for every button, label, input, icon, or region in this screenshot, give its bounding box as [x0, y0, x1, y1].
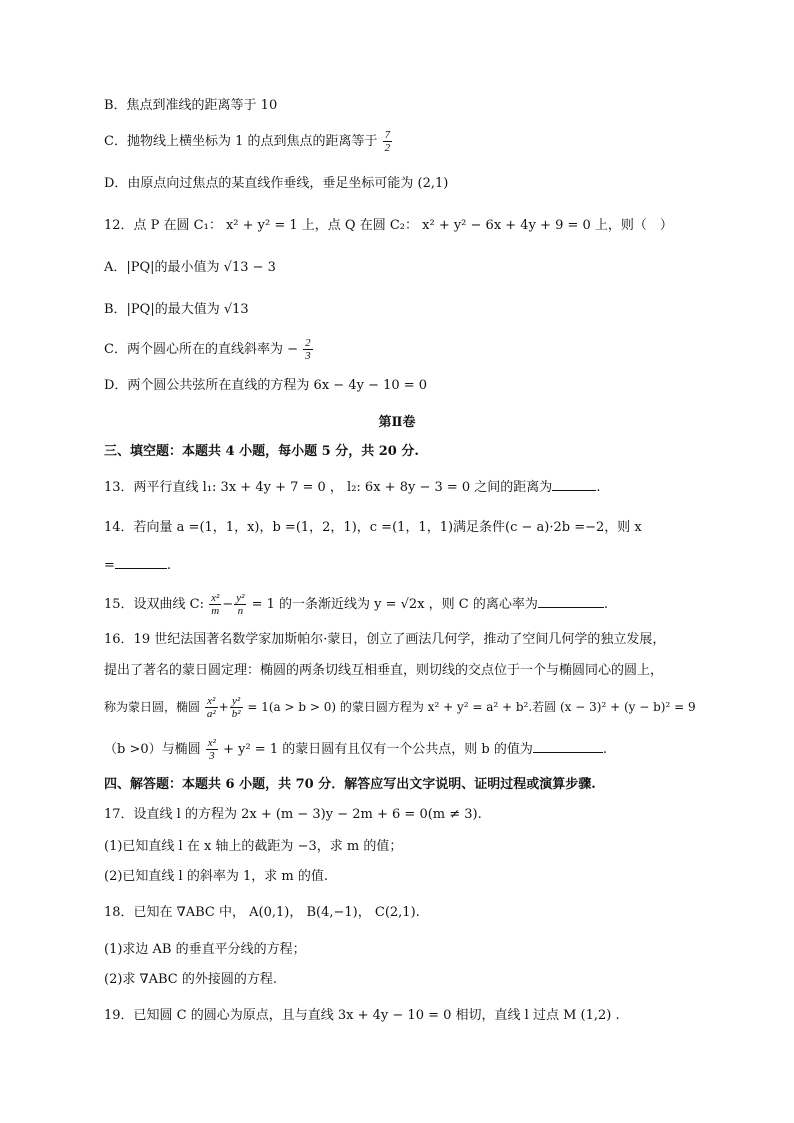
fraction-num: x²: [211, 592, 220, 604]
q12-option-c-text: C．两个圆心所在的直线斜率为 −: [104, 342, 298, 357]
minus-sign: −: [222, 597, 234, 612]
fraction: [303, 337, 313, 362]
q17-part2: (2)已知直线 l 的斜率为 1，求 m 的值.: [104, 869, 328, 884]
fraction: [234, 592, 246, 617]
fraction-den: b²: [231, 708, 241, 720]
q15-text-mid: = 1 的一条渐近线为 y = √2x ，则 C 的离心率为: [251, 597, 538, 612]
answer-blank: [538, 595, 604, 608]
q12-option-b: B．|PQ|的最大值为 √13: [104, 302, 249, 317]
section-title-solutions: 四、解答题：本题共 6 小题，共 70 分．解答应写出文字说明、证明过程或演算步骤.: [104, 777, 596, 792]
answer-blank: [533, 740, 603, 753]
q11-option-c-text: C．抛物线上横坐标为 1 的点到焦点的距离等于: [104, 134, 378, 149]
fraction-num: x²: [205, 695, 218, 708]
q16-line2: 提出了著名的蒙日圆定理：椭圆的两条切线互相垂直，则切线的交点位于一个与椭圆同心的圆上，: [104, 663, 664, 678]
fraction-num: x²: [207, 737, 216, 749]
fraction-den: a²: [206, 708, 216, 720]
answer-blank: [552, 478, 596, 491]
fraction-den: 3: [305, 350, 311, 362]
fraction-den: m: [211, 605, 220, 617]
section-title-fill-in: 三、填空题：本题共 4 小题，每小题 5 分，共 20 分.: [104, 444, 419, 459]
plus-sign: +: [218, 700, 229, 714]
q18-part1: (1)求边 AB 的垂直平分线的方程；: [104, 942, 306, 957]
fraction-num: 7: [384, 129, 391, 141]
q16-line3: [104, 695, 696, 720]
q16-text: （b >0）与椭圆: [104, 742, 201, 757]
q11-option-d: D．由原点向过焦点的某直线作垂线，垂足坐标可能为 (2,1): [104, 176, 449, 191]
q13-text: 13．两平行直线 l₁: 3x + 4y + 7 = 0 ， l₂: 6x + 8y − 3 = 0 之间的距离为: [104, 480, 553, 495]
q16-end: .: [602, 742, 607, 757]
q11-option-c: [104, 129, 393, 154]
answer-blank: [115, 556, 167, 569]
part-title: 第Ⅱ卷: [378, 415, 416, 430]
fraction: [209, 592, 221, 617]
q12-stem: 12．点 P 在圆 C₁： x² + y² = 1 上，点 Q 在圆 C₂： x² + y² − 6x + 4y + 9 = 0 上，则（ ）: [104, 218, 673, 233]
fraction: [205, 695, 218, 720]
q13-end: .: [596, 480, 601, 495]
q16-line1: 16．19 世纪法国著名数学家加斯帕尔·蒙日，创立了画法几何学，推动了空间几何学的独立发展，: [104, 632, 666, 647]
q17-stem: 17．设直线 l 的方程为 2x + (m − 3)y − 2m + 6 = 0(m ≠ 3).: [104, 807, 482, 822]
fraction: [383, 129, 393, 154]
q15: [104, 592, 608, 617]
q14-line2: [104, 556, 171, 574]
fraction: [230, 695, 243, 720]
q15-end: .: [603, 597, 609, 612]
fraction: [206, 737, 218, 762]
q12-option-d: D．两个圆公共弦所在直线的方程为 6x − 4y − 10 = 0: [104, 378, 428, 393]
q14-eq: =: [104, 558, 115, 573]
q18-part2: (2)求 ∇ABC 的外接圆的方程.: [104, 972, 278, 987]
q16-text-post: = 1(a > b > 0) 的蒙日圆方程为 x² + y² = a² + b².若圆 (x − 3)² + (y − b)² = 9: [247, 700, 696, 714]
q14-line1: 14．若向量 a =(1，1，x)，b =(1，2，1)，c =(1，1，1)满足条件(c − a)·2b =−2，则 x: [104, 520, 642, 535]
q13: [104, 478, 600, 496]
fraction-den: 3: [209, 750, 215, 762]
fraction-den: 2: [384, 142, 391, 154]
q14-end: .: [166, 558, 172, 573]
q18-stem: 18．已知在 ∇ABC 中， A(0,1)， B(4,−1)， C(2,1).: [104, 905, 420, 920]
q12-option-a: A．|PQ|的最小值为 √13 − 3: [104, 260, 276, 275]
fraction-den: n: [237, 605, 244, 617]
fraction-num: y²: [236, 592, 245, 604]
q12-option-c: [104, 337, 314, 362]
q15-text: 15．设双曲线 C:: [104, 597, 205, 612]
q16-text: 称为蒙日圆，椭圆: [104, 700, 201, 714]
q17-part1: (1)已知直线 l 在 x 轴上的截距为 −3，求 m 的值；: [104, 839, 403, 854]
fraction-num: y²: [230, 695, 243, 708]
q11-option-b: B．焦点到准线的距离等于 10: [104, 98, 278, 113]
q16-text-post: + y² = 1 的蒙日圆有且仅有一个公共点，则 b 的值为: [223, 742, 533, 757]
q16-line4: [104, 737, 607, 762]
q19-stem: 19．已知圆 C 的圆心为原点，且与直线 3x + 4y − 10 = 0 相切，直线 l 过点 M (1,2) .: [104, 1008, 620, 1023]
fraction-num: 2: [305, 337, 311, 349]
